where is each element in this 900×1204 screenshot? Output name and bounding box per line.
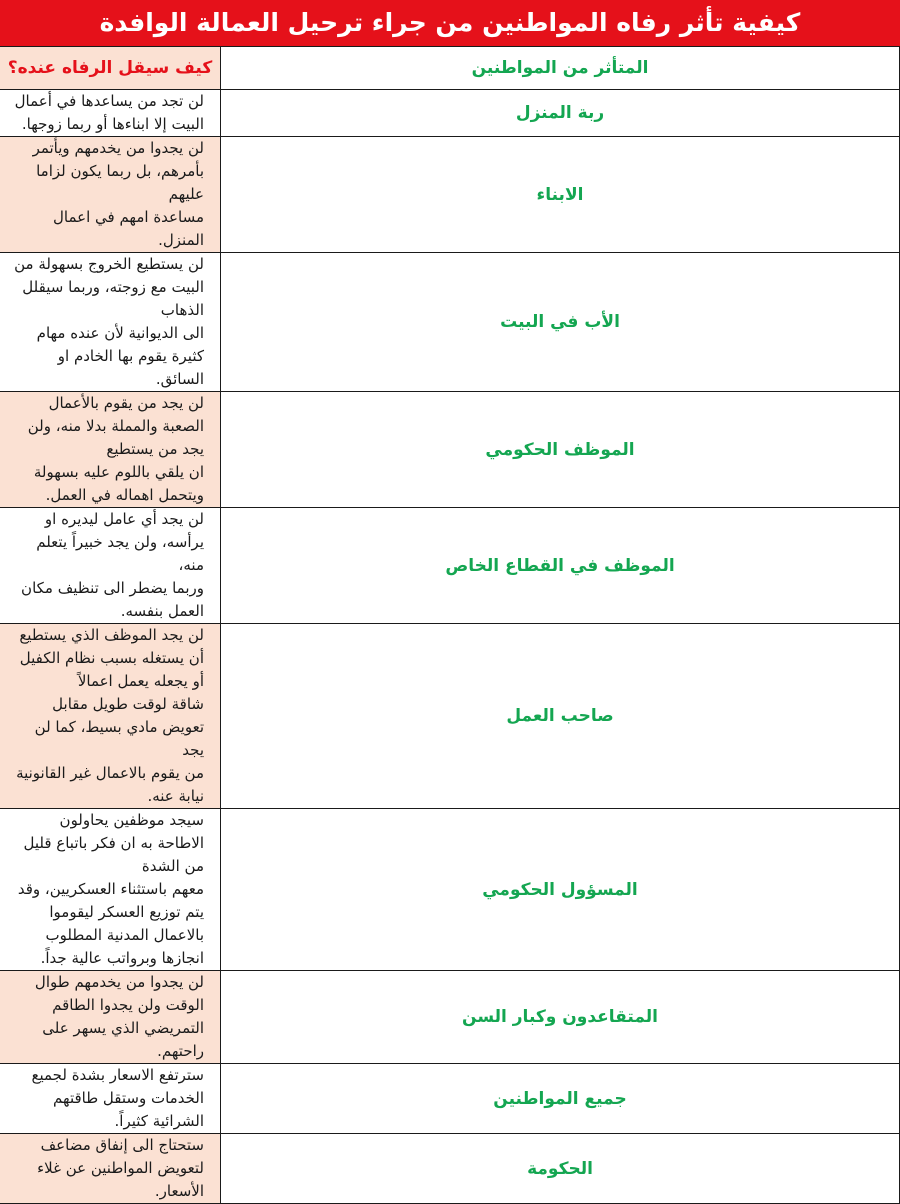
row-description: لن يجد الموظف الذي يستطيع أن يستغله بسبب نظام الكفيل أو يجعله يعمل اعمالاً شاقة لوقت طويل مقابل تعويض مادي بسيط، كما لن يجد من يقوم بالاعمال غير القانونية نيابة عنه.: [0, 624, 221, 809]
row-description: لن يستطيع الخروج بسهولة من البيت مع زوجته، وربما سيقلل الذهاب الى الديوانية لأن عنده مهام كثيرة يقوم بها الخادم او السائق.: [0, 253, 221, 392]
row-description: لن تجد من يساعدها في أعمال البيت إلا ابناءها أو ربما زوجها.: [0, 90, 221, 137]
row-category: صاحب العمل: [221, 624, 900, 809]
row-description: لن يجدوا من يخدمهم طوال الوقت ولن يجدوا الطاقم التمريضي الذي يسهر على راحتهم.: [0, 971, 221, 1064]
row-category: المسؤول الحكومي: [221, 809, 900, 971]
row-category: جميع المواطنين: [221, 1064, 900, 1134]
row-category: المتقاعدون وكبار السن: [221, 971, 900, 1064]
table-row: [0, 971, 900, 1064]
header-category: المتأثر من المواطنين: [221, 47, 900, 90]
table-row: [0, 624, 900, 809]
table-row: [0, 392, 900, 508]
row-description: ستحتاج الى إنفاق مضاعف لتعويض المواطنين عن غلاء الأسعار.: [0, 1134, 221, 1204]
table-row: [0, 1134, 900, 1204]
table-header-row: [0, 47, 900, 90]
table-row: [0, 253, 900, 392]
row-category: الموظف في القطاع الخاص: [221, 508, 900, 624]
row-description: لن يجد من يقوم بالأعمال الصعبة والمملة بدلا منه، ولن يجد من يستطيع ان يلقي باللوم عليه بسهولة ويتحمل اهماله في العمل.: [0, 392, 221, 508]
table-row: [0, 137, 900, 253]
row-category: الحكومة: [221, 1134, 900, 1204]
infographic-title: كيفية تأثر رفاه المواطنين من جراء ترحيل العمالة الوافدة: [0, 0, 900, 46]
row-category: ربة المنزل: [221, 90, 900, 137]
header-description: كيف سيقل الرفاه عنده؟: [0, 47, 221, 90]
row-category: الابناء: [221, 137, 900, 253]
row-category: الموظف الحكومي: [221, 392, 900, 508]
row-description: لن يجد أي عامل ليديره او يرأسه، ولن يجد خبيراً يتعلم منه، وربما يضطر الى تنظيف مكان العمل بنفسه.: [0, 508, 221, 624]
row-category: الأب في البيت: [221, 253, 900, 392]
table-row: [0, 1064, 900, 1134]
table-row: [0, 809, 900, 971]
row-description: سترتفع الاسعار بشدة لجميع الخدمات وستقل طاقتهم الشرائية كثيراً.: [0, 1064, 221, 1134]
row-description: سيجد موظفين يحاولون الاطاحة به ان فكر باتباع قليل من الشدة معهم باستثناء العسكريين، وقد يتم توزيع العسكر ليقوموا بالاعمال المدنية المطلوب انجازها وبرواتب عالية جداً.: [0, 809, 221, 971]
table-row: [0, 508, 900, 624]
row-description: لن يجدوا من يخدمهم ويأتمر بأمرهم، بل ربما يكون لزاما عليهم مساعدة امهم في اعمال المنزل.: [0, 137, 221, 253]
comparison-table: [0, 46, 900, 1204]
table-row: [0, 90, 900, 137]
